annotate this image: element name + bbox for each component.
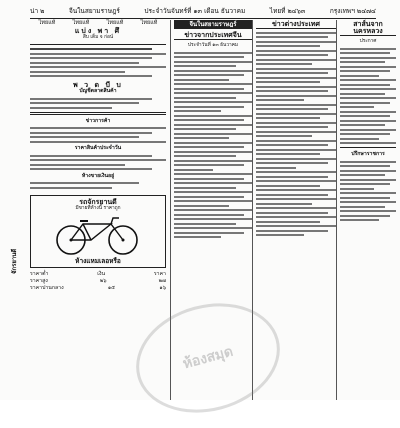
text-line <box>174 205 229 207</box>
text-line <box>256 41 336 43</box>
text-line <box>174 155 236 157</box>
text-line <box>174 119 244 121</box>
text-line <box>256 131 336 133</box>
text-line <box>174 164 244 166</box>
text-line <box>174 137 229 139</box>
text-line <box>174 110 221 112</box>
text-line <box>340 66 396 68</box>
text-line <box>174 115 252 117</box>
text-line <box>174 160 252 162</box>
text-line <box>340 79 396 81</box>
text-line <box>30 155 152 157</box>
text-line <box>30 182 139 184</box>
text-line <box>174 52 252 54</box>
text-line <box>30 75 152 77</box>
text-line <box>340 192 396 194</box>
text-line <box>174 65 236 67</box>
price-table <box>30 271 166 292</box>
text-line <box>174 133 252 135</box>
text-line <box>340 215 390 217</box>
ad-line: มีขายที่ห้างนี้ ราคาถูก <box>75 205 121 211</box>
article-title: ข่าวต่างประเทศ <box>256 20 336 29</box>
text-line <box>256 36 328 38</box>
text-line <box>256 167 296 169</box>
text-line <box>256 230 328 232</box>
masthead-word: ไทยแท้ <box>38 20 56 26</box>
text-line <box>340 179 396 181</box>
article-subtitle: ประกาศ <box>359 39 377 44</box>
table-cell: ๑๖ <box>159 284 166 291</box>
text-line <box>30 132 152 134</box>
text-line <box>340 201 396 203</box>
text-line <box>30 159 166 161</box>
column-4 <box>336 20 396 400</box>
text-line <box>256 54 328 56</box>
text-line <box>256 158 336 160</box>
text-line <box>256 86 336 88</box>
issue-date: ประจำวันจันทร์ที่ ๑๓ เดือน ธันวาคม <box>144 7 246 15</box>
page-number: น่า ๒ <box>30 7 45 15</box>
text-line <box>174 182 252 184</box>
text-line <box>256 225 336 227</box>
text-line <box>340 102 390 104</box>
table-cell: ราคา <box>153 270 166 277</box>
masthead-title: แบ่ง พา ศึ <box>74 26 122 35</box>
text-line <box>340 133 390 135</box>
text-line <box>174 169 213 171</box>
text-line <box>30 168 152 170</box>
text-line <box>256 180 336 182</box>
text-line <box>30 187 112 189</box>
text-line <box>340 84 390 86</box>
table-row <box>30 278 166 285</box>
text-line <box>174 83 252 85</box>
text-line <box>30 136 139 138</box>
divider <box>30 44 166 45</box>
text-line <box>30 53 166 55</box>
text-line <box>256 77 336 79</box>
text-line <box>256 68 336 70</box>
text-line <box>30 57 152 59</box>
text-line <box>174 236 221 238</box>
text-line <box>30 127 166 129</box>
text-line <box>256 221 320 223</box>
section-title-big: พ ว ด บี บ <box>73 80 123 89</box>
text-line <box>256 176 328 178</box>
column-box-heading: จีนในสยามราษฎร์ <box>174 20 252 29</box>
text-line <box>340 70 390 72</box>
masthead-word: ไทยแท้ <box>72 20 90 26</box>
text-line <box>340 206 385 208</box>
section-heading: ราคาสินค้าประจำวัน <box>74 145 122 151</box>
text-line <box>174 200 252 202</box>
text-line <box>174 128 236 130</box>
text-line <box>256 32 336 34</box>
text-line <box>256 135 312 137</box>
text-line <box>340 161 396 163</box>
article-title: ข่าวจากประเทศจีน <box>174 31 252 40</box>
text-line <box>256 104 336 106</box>
table-cell: ราคาต่ำ <box>30 270 49 277</box>
text-line <box>340 124 385 126</box>
text-line <box>256 189 336 191</box>
text-line <box>340 210 396 212</box>
text-line <box>256 108 328 110</box>
text-line <box>340 97 396 99</box>
table-cell: ๑๕ <box>107 284 116 291</box>
text-line <box>174 88 244 90</box>
table-cell: ๒๖ <box>99 277 107 284</box>
text-line <box>340 52 390 54</box>
masthead-word: ไทยแท้ <box>106 20 124 26</box>
text-line <box>174 209 252 211</box>
ad-title: รถจักรยานดี <box>79 196 117 206</box>
section-heading: ห้างขายเงินอยู่ <box>81 172 115 179</box>
text-line <box>256 59 336 61</box>
text-line <box>256 203 312 205</box>
text-line <box>340 174 385 176</box>
text-line <box>340 165 390 167</box>
bicycle-icon <box>53 214 143 256</box>
table-cell: ราคาสูง <box>30 277 48 284</box>
text-line <box>174 151 252 153</box>
divider <box>340 147 396 148</box>
text-line <box>256 99 304 101</box>
text-line <box>340 75 379 77</box>
text-line <box>340 197 390 199</box>
text-line <box>256 185 320 187</box>
text-line <box>340 48 396 50</box>
table-cell: ๒๗ <box>158 277 166 284</box>
text-line <box>174 187 236 189</box>
text-line <box>340 93 385 95</box>
text-line <box>256 63 312 65</box>
text-line <box>256 72 328 74</box>
text-line <box>340 88 396 90</box>
text-line <box>256 117 320 119</box>
text-line <box>174 70 252 72</box>
text-line <box>256 126 328 128</box>
text-line <box>30 62 139 64</box>
text-line <box>174 79 229 81</box>
text-line <box>256 50 336 52</box>
ad-side-text: จักรยานดี <box>11 247 18 274</box>
text-line <box>256 149 336 151</box>
text-line <box>174 178 244 180</box>
issue-number: ไทยที่ ๒๔๖๓ <box>269 7 306 15</box>
text-line <box>256 45 320 47</box>
text-line <box>174 106 244 108</box>
text-line <box>256 113 336 115</box>
text-line <box>256 95 336 97</box>
paper-name: จีนในสยามราษฎร์ <box>68 7 120 15</box>
table-cell: เงิน <box>97 270 106 277</box>
section-heading: ปรึกษาราชการ <box>351 151 385 157</box>
text-line <box>30 71 125 73</box>
text-line <box>30 48 152 50</box>
text-line <box>30 107 112 109</box>
text-line <box>256 234 304 236</box>
stocks-heading: บัญชีตลาดสินค้า <box>79 88 117 94</box>
text-line <box>174 227 252 229</box>
text-line <box>340 219 379 221</box>
text-line <box>174 146 244 148</box>
text-line <box>256 140 336 142</box>
header-right: กรุงเทพฯ ๒๔๗๔ <box>329 7 376 15</box>
text-line <box>174 218 252 220</box>
text-line <box>340 129 396 131</box>
text-line <box>256 216 336 218</box>
text-line <box>174 101 252 103</box>
masthead-word: ไทยแท้ <box>140 20 158 26</box>
article-subtitle: ประจำวันที่ ๑๓ ธันวาคม <box>187 43 239 48</box>
text-line <box>174 191 252 193</box>
text-line <box>174 142 252 144</box>
text-line <box>174 214 244 216</box>
text-line <box>340 61 385 63</box>
text-line <box>340 138 379 140</box>
text-line <box>256 198 336 200</box>
text-line <box>340 170 396 172</box>
text-line <box>256 194 328 196</box>
text-line <box>256 90 328 92</box>
table-row <box>30 271 166 278</box>
table-cell: ราคาปานกลาง <box>30 284 64 291</box>
text-line <box>256 171 336 173</box>
text-line <box>256 144 328 146</box>
text-line <box>340 142 396 144</box>
text-line <box>256 122 336 124</box>
text-line <box>30 141 166 143</box>
text-line <box>256 162 328 164</box>
section-heading: ข่าวการค้า <box>85 117 111 124</box>
text-line <box>174 92 252 94</box>
text-line <box>340 188 374 190</box>
text-line <box>256 207 336 209</box>
article-title: สาส์นจากนครหลวง <box>340 20 396 36</box>
text-line <box>174 173 252 175</box>
text-line <box>340 106 374 108</box>
text-line <box>340 115 390 117</box>
divider <box>30 112 166 115</box>
text-line <box>174 97 236 99</box>
text-line <box>340 111 396 113</box>
text-line <box>174 74 244 76</box>
text-line <box>256 81 320 83</box>
ad-shop: ห้างแหมเลอหรือ <box>75 256 121 265</box>
text-line <box>174 223 236 225</box>
text-line <box>340 183 390 185</box>
running-header <box>30 4 376 19</box>
text-line <box>174 61 252 63</box>
text-line <box>30 164 125 166</box>
text-line <box>256 153 320 155</box>
text-line <box>174 124 252 126</box>
text-line <box>174 56 244 58</box>
text-line <box>30 102 139 104</box>
text-line <box>256 212 328 214</box>
library-watermark-stamp: ห้องสมุด <box>124 288 292 428</box>
table-row <box>30 285 166 292</box>
text-line <box>174 196 244 198</box>
text-line <box>340 120 396 122</box>
text-line <box>30 98 152 100</box>
masthead-subtitle: สืบ เต็ม จ ก่อน์ <box>82 35 114 40</box>
text-line <box>174 232 244 234</box>
text-line <box>30 66 166 68</box>
text-line <box>340 57 396 59</box>
